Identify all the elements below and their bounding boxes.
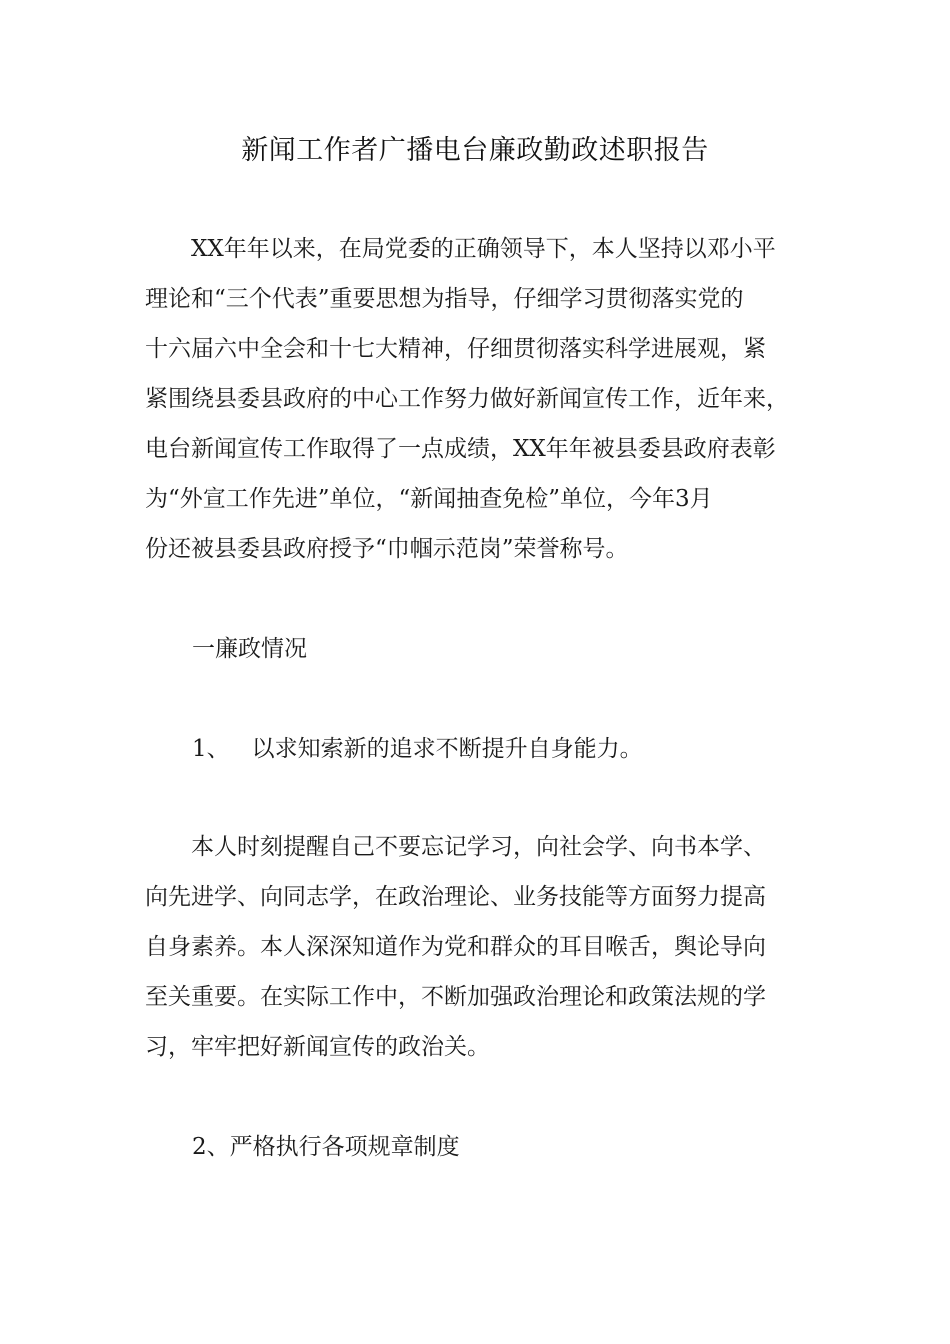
item1-paragraph	[145, 822, 830, 1072]
intro-line: 十六届六中全会和十七大精神，仔细贯彻落实科学进展观，紧	[145, 336, 766, 362]
item1-line: 本人时刻提醒自己不要忘记学习，向社会学、向书本学、	[191, 834, 766, 860]
item-heading-1	[192, 724, 643, 774]
intro-line: 紧围绕县委县政府的中心工作努力做好新闻宣传工作，近年来，	[145, 386, 789, 412]
item1-line: 至关重要。在实际工作中，不断加强政治理论和政策法规的学	[145, 984, 766, 1010]
item-heading-text: 以求知索新的追求不断提升自身能力。	[251, 736, 643, 762]
intro-line: 理论和“三个代表”重要思想为指导，仔细学习贯彻落实党的	[145, 286, 744, 312]
document-title: 新闻工作者广播电台廉政勤政述职报告	[241, 135, 709, 166]
item1-line: 自身素养。本人深深知道作为党和群众的耳目喉舌，舆论导向	[145, 934, 766, 960]
intro-paragraph	[145, 224, 830, 574]
section-heading-integrity: 一廉政情况	[192, 636, 307, 662]
item-number: 1、	[192, 736, 230, 762]
item1-line: 向先进学、向同志学，在政治理论、业务技能等方面努力提高	[145, 884, 766, 910]
intro-line: 为“外宣工作先进”单位，“新闻抽查免检”单位，今年3月	[145, 486, 713, 512]
intro-line: 份还被县委县政府授予“巾帼示范岗”荣誉称号。	[145, 536, 629, 562]
item-heading-2: 2、严格执行各项规章制度	[192, 1134, 460, 1160]
intro-line: 电台新闻宣传工作取得了一点成绩，XX年年被县委县政府表彰	[145, 436, 776, 462]
item1-line: 习，牢牢把好新闻宣传的政治关。	[145, 1034, 490, 1060]
intro-line: XX年年以来，在局党委的正确领导下，本人坚持以邓小平	[191, 236, 776, 262]
